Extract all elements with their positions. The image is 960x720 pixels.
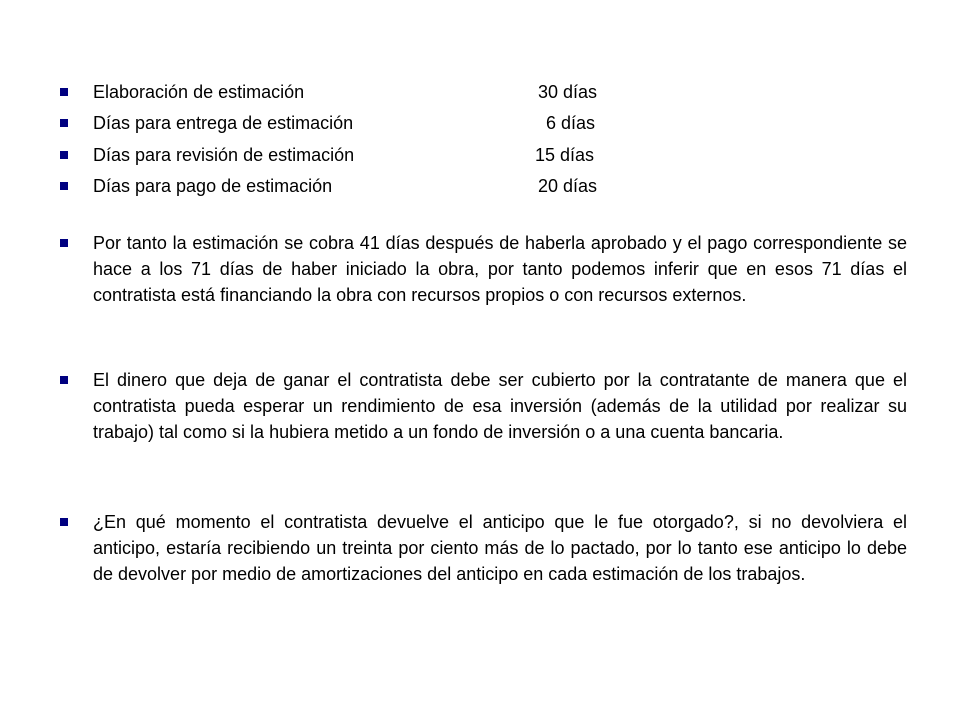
bullet-icon [60,239,68,247]
schedule-item-label: Elaboración de estimación [93,82,305,102]
bullet-icon [60,376,68,384]
schedule-item-days: 20 días [538,176,598,196]
schedule-item-days: 6 días [546,113,596,133]
bullet-icon [60,518,68,526]
bullet-icon [60,182,68,190]
bullet-icon [60,151,68,159]
paragraph: Por tanto la estimación se cobra 41 días después de haberla aprobado y el pago correspondiente se hace a los 71 días de haber iniciado la obra, por tanto podemos inferir que en esos 71 días el contratista está financiando la obra con recursos propios o con recursos externos. [93,233,907,305]
bullet-icon [60,119,68,127]
paragraph: El dinero que deja de ganar el contratista debe ser cubierto por la contratante de manera que el contratista pueda esperar un rendimiento de esa inversión (además de la utilidad por realizar su trabajo) tal como si la hubiera metido a un fondo de inversión o a una cuenta bancaria. [93,370,907,442]
schedule-item-label: Días para pago de estimación [93,176,333,196]
schedule-item-days: 15 días [535,145,595,165]
schedule-item-label: Días para entrega de estimación [93,113,354,133]
schedule-item-label: Días para revisión de estimación [93,145,355,165]
bullet-icon [60,88,68,96]
paragraph: ¿En qué momento el contratista devuelve el anticipo que le fue otorgado?, si no devolviera el anticipo, estaría recibiendo un treinta por ciento más de lo pactado, por lo tanto ese anticipo lo debe de devolver por medio de amortizaciones del anticipo en cada estimación de los trabajos. [93,512,907,584]
schedule-item-days: 30 días [538,82,598,102]
